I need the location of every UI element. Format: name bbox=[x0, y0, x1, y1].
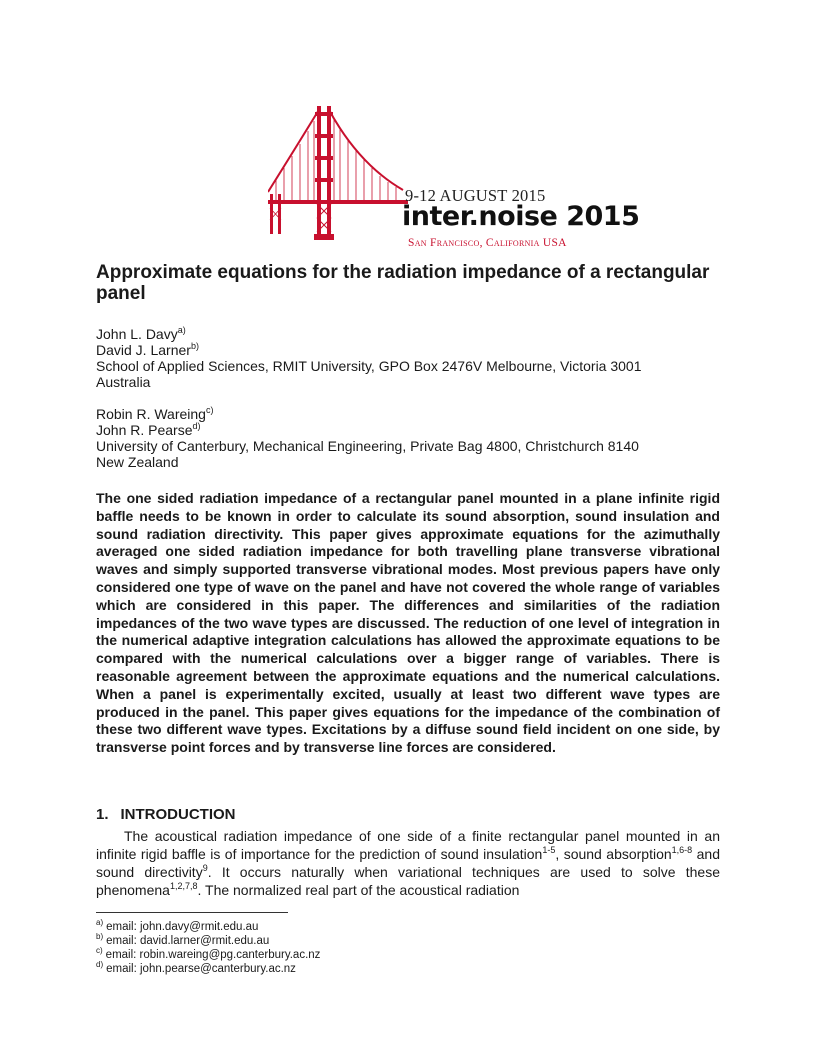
footnote-mark: c) bbox=[96, 946, 103, 955]
section-title: INTRODUCTION bbox=[120, 806, 236, 823]
footnote-mark: d) bbox=[96, 960, 104, 969]
author-line bbox=[96, 342, 736, 358]
citation: 9 bbox=[202, 863, 208, 873]
logo-date: 9-12 AUGUST 2015 bbox=[405, 186, 546, 205]
logo-name: inter.noise 2015 bbox=[402, 201, 640, 232]
affiliation-country: New Zealand bbox=[96, 454, 179, 470]
footnote bbox=[96, 920, 320, 934]
logo-place: San Francisco, California USA bbox=[408, 237, 567, 249]
author-name: David J. Larner bbox=[96, 342, 191, 358]
footnotes bbox=[96, 920, 320, 976]
author-mark: b) bbox=[190, 341, 199, 351]
section-heading bbox=[96, 806, 236, 823]
author-mark: d) bbox=[192, 421, 201, 431]
footnote bbox=[96, 934, 320, 948]
footnote-email: email: john.davy@rmit.edu.au bbox=[106, 921, 259, 933]
footnote-mark: b) bbox=[96, 932, 104, 941]
citation: 1,6-8 bbox=[671, 845, 693, 855]
footnote-divider bbox=[96, 912, 288, 913]
intro-text: and sound directivity bbox=[96, 846, 720, 880]
intro-text: The acoustical radiation impedance of one side of a finite rectangular panel mounted in an infinite rigid baffle is of importance for the prediction of sound insulation bbox=[96, 828, 720, 862]
author-mark: c) bbox=[205, 405, 214, 415]
author-name: John R. Pearse bbox=[96, 422, 193, 438]
author-name: John L. Davy bbox=[96, 326, 178, 342]
introduction-paragraph bbox=[96, 827, 720, 899]
author-name: Robin R. Wareing bbox=[96, 406, 206, 422]
intro-text: . The normalized real part of the acoustical radiation bbox=[197, 882, 520, 898]
footnote-mark: a) bbox=[96, 918, 104, 927]
affiliation-country: Australia bbox=[96, 374, 151, 390]
footnote bbox=[96, 948, 320, 962]
citation: 1,2,7,8 bbox=[169, 881, 198, 891]
author-block-2 bbox=[96, 406, 736, 470]
intro-text: . It occurs naturally when variational techniques are used to solve these phenomena bbox=[96, 864, 720, 898]
intro-text: , sound absorption bbox=[555, 846, 672, 862]
section-number: 1. bbox=[96, 806, 109, 823]
affiliation: School of Applied Sciences, RMIT University, GPO Box 2476V Melbourne, Victoria 3001 bbox=[96, 358, 642, 374]
conference-logo bbox=[268, 104, 640, 254]
author-block-1 bbox=[96, 326, 736, 390]
footnote-email: email: john.pearse@canterbury.ac.nz bbox=[106, 963, 296, 975]
citation: 1-5 bbox=[542, 845, 556, 855]
author-mark: a) bbox=[177, 325, 186, 335]
author-line bbox=[96, 326, 736, 342]
author-line bbox=[96, 422, 736, 438]
affiliation: University of Canterbury, Mechanical Engineering, Private Bag 4800, Christchurch 8140 bbox=[96, 438, 639, 454]
paper-title: Approximate equations for the radiation impedance of a rectangular panel bbox=[96, 262, 710, 304]
footnote-email: email: robin.wareing@pg.canterbury.ac.nz bbox=[105, 949, 321, 961]
author-line bbox=[96, 406, 736, 422]
footnote bbox=[96, 962, 320, 976]
footnote-email: email: david.larner@rmit.edu.au bbox=[106, 935, 270, 947]
abstract: The one sided radiation impedance of a rectangular panel mounted in a plane infinite rigid baffle needs to be known in order to calculate its sound absorption, sound insulation and sound radiation directivity. This paper gives approximate equations for the azimuthally averaged one sided radiation impedance for both travelling plane transverse vibrational waves and simply supported transverse vibrational modes. Most previous papers have only considered one type of wave on the panel and have not covered the whole range of variables which are considered in this paper. The differences and similarities of the radiation impedances of the two wave types are discussed. The reduction of one level of integration in the numerical adaptive integration calculations has allowed the approximate equations to be compared with the numerical calculations over a bigger range of variables. There is reasonable agreement between the approximate equations and the numerical calculations. When a panel is experimentally excited, usually at least two different wave types are produced in the panel. This paper gives equations for the impedance of the combination of these two different wave types. Excitations by a diffuse sound field incident on one side, by transverse point forces and by transverse line forces are considered. bbox=[96, 490, 720, 756]
